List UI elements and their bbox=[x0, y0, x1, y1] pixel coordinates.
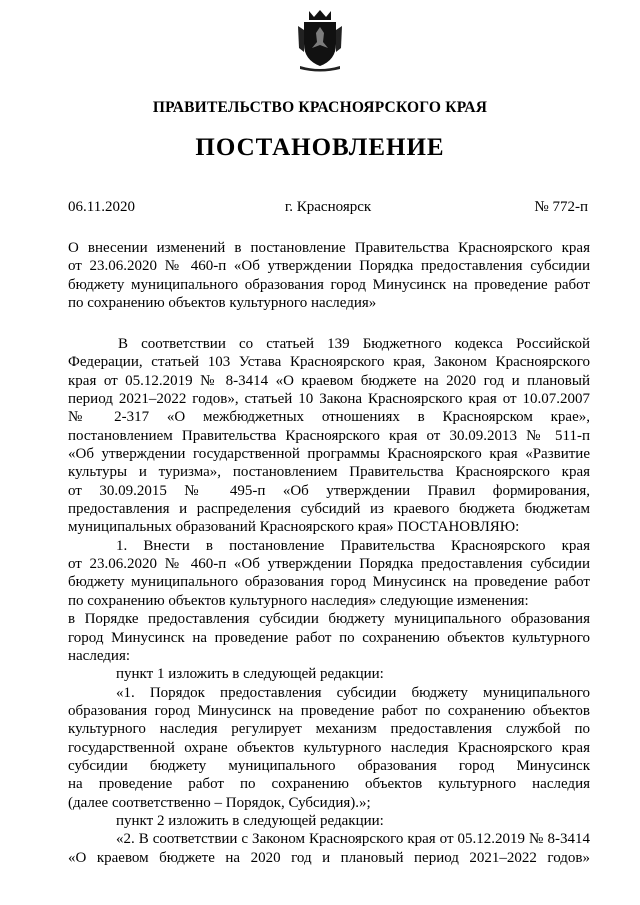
body-line: государственной охране объектов культурного наследия Красноярского края bbox=[68, 739, 590, 756]
body-line: культурного наследия регулирует механизм предоставления службой по bbox=[68, 721, 590, 738]
subject-line: бюджету муниципального образования город Минусинск на проведение работ bbox=[68, 276, 590, 293]
body-line: (далее соответственно – Порядок, Субсидия).»; bbox=[68, 794, 371, 811]
body-line: «О краевом бюджете на 2020 год и плановый период 2021–2022 годов» bbox=[68, 849, 590, 866]
subject-line: О внесении изменений в постановление Правительства Красноярского края bbox=[68, 240, 590, 256]
body-line: субсидии бюджету муниципального образования город Минусинск bbox=[68, 757, 590, 774]
body-line: от 23.06.2020 № 460-п «Об утверждении Порядка предоставления субсидии bbox=[68, 556, 590, 573]
subject-line: от 23.06.2020 № 460-п «Об утверждении Порядка предоставления субсидии bbox=[68, 258, 590, 275]
body-line: бюджету муниципального образования город Минусинск на проведение работ bbox=[68, 574, 590, 591]
body-line: № 2-317 «О межбюджетных отношениях в Красноярском крае», bbox=[68, 409, 590, 426]
body-line: Федерации, статьей 103 Устава Красноярского края, Законом Красноярского bbox=[68, 354, 590, 371]
body-line: постановлением Правительства Красноярского края от 30.09.2013 № 511-п bbox=[68, 427, 590, 444]
body-line: по сохранению объектов культурного наследия» следующие изменения: bbox=[68, 592, 529, 609]
document-subject bbox=[68, 239, 590, 312]
body-line: «Об утверждении государственной программы Красноярского края «Развитие bbox=[68, 446, 590, 463]
body-line: пункт 1 изложить в следующей редакции: bbox=[116, 666, 384, 683]
government-title: ПРАВИТЕЛЬСТВО КРАСНОЯРСКОГО КРАЯ bbox=[152, 99, 488, 116]
document-city: г. Красноярск bbox=[284, 199, 372, 215]
body-line: «2. В соответствии с Законом Красноярского края от 05.12.2019 № 8-3414 bbox=[116, 831, 590, 848]
body-line: 1. Внести в постановление Правительства Красноярского края bbox=[116, 537, 590, 554]
body-line: культуры и туризма», постановлением Правительства Красноярского края bbox=[68, 464, 590, 481]
document-body bbox=[68, 335, 590, 867]
body-line: в Порядке предоставления субсидии бюджету муниципального образования bbox=[68, 611, 590, 628]
body-line: пункт 2 изложить в следующей редакции: bbox=[116, 812, 384, 829]
body-line: «1. Порядок предоставления субсидии бюджету муниципального bbox=[116, 684, 590, 701]
document-number: № 772-п bbox=[534, 199, 588, 215]
body-line: на проведение работ по сохранению объектов культурного наследия bbox=[68, 776, 590, 793]
body-line: образования город Минусинск на проведение работ по сохранению объектов bbox=[68, 702, 590, 719]
document-type-title: ПОСТАНОВЛЕНИЕ bbox=[195, 134, 445, 161]
body-line: город Минусинск на проведение работ по сохранению объектов культурного bbox=[68, 629, 590, 646]
coat-of-arms-icon bbox=[295, 8, 345, 72]
body-line: края от 05.12.2019 № 8-3414 «О краевом бюджете на 2020 год и плановый bbox=[68, 372, 590, 389]
document-date: 06.11.2020 bbox=[68, 199, 135, 215]
body-line: В соответствии со статьей 139 Бюджетного кодекса Российской bbox=[118, 336, 590, 352]
body-line: муниципальных образований Красноярского края» ПОСТАНОВЛЯЮ: bbox=[68, 519, 520, 536]
body-line: наследия: bbox=[68, 647, 131, 664]
body-line: период 2021–2022 годов», статьей 10 Закона Красноярского края от 10.07.2007 bbox=[68, 391, 590, 408]
body-line: от 30.09.2015 № 495-п «Об утверждении Правил формирования, bbox=[68, 482, 590, 499]
body-line: предоставления и распределения субсидий из краевого бюджета бюджетам bbox=[68, 501, 590, 518]
subject-line: по сохранению объектов культурного наследия» bbox=[68, 295, 377, 312]
document-meta bbox=[68, 199, 588, 219]
